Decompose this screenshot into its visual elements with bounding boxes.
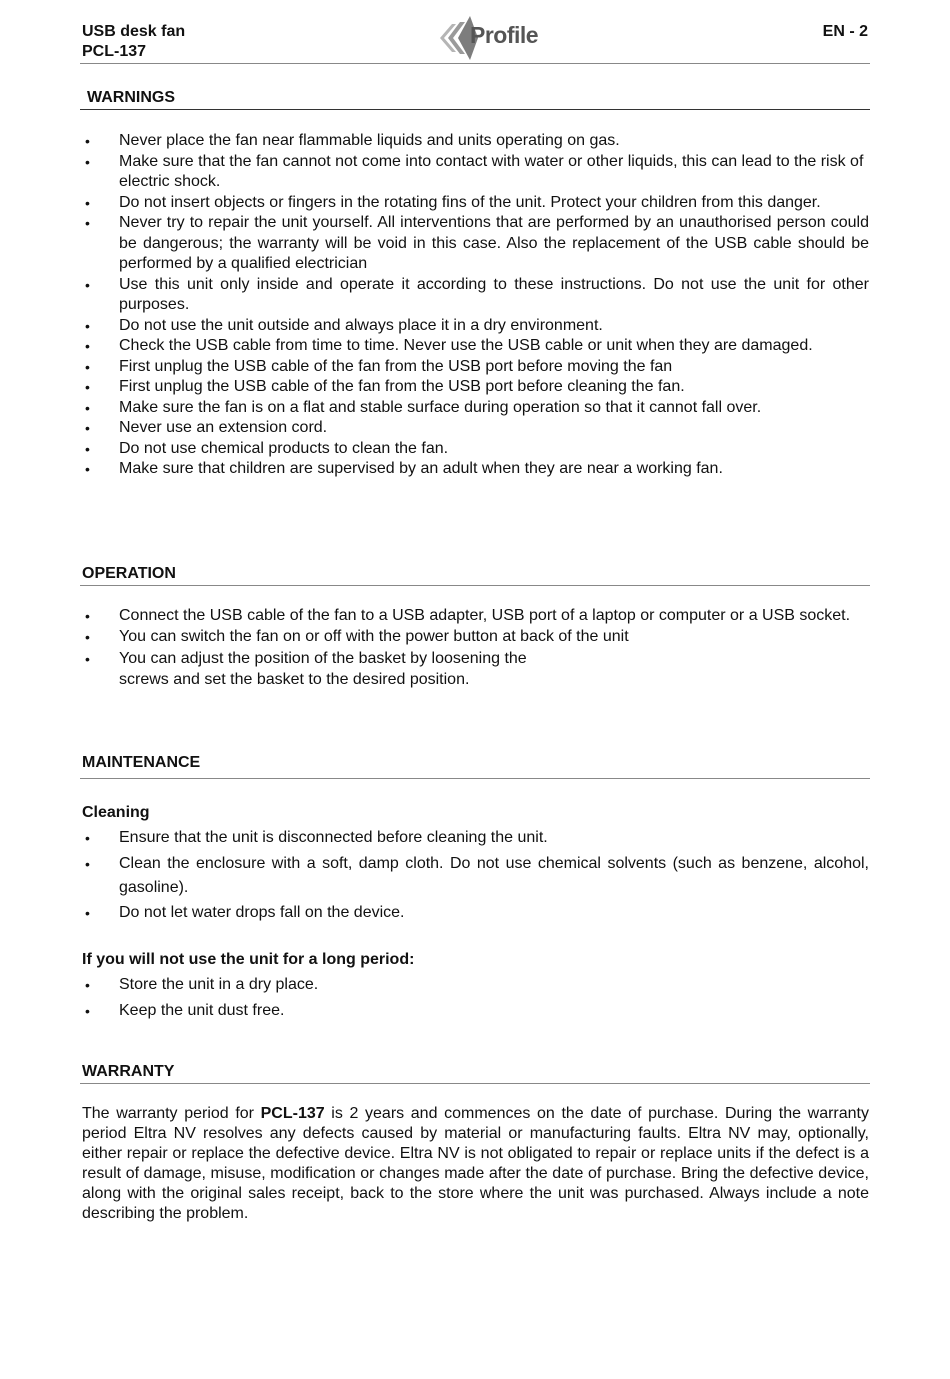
operation-divider xyxy=(80,585,870,586)
storage-item: • Keep the unit dust free. xyxy=(82,999,869,1023)
header-model: PCL-137 xyxy=(82,43,147,60)
warranty-model: PCL-137 xyxy=(260,1105,325,1122)
header-product-name: USB desk fan xyxy=(82,23,186,40)
warning-item: • Do not insert objects or fingers in the rotating fins of the unit. Protect your children from this danger. xyxy=(82,193,869,214)
operation-list xyxy=(82,606,869,690)
warranty-text-start: The warranty period for xyxy=(82,1105,261,1122)
page-number: EN - 2 xyxy=(822,23,868,40)
cleaning-item: • Do not let water drops fall on the device. xyxy=(82,901,869,925)
header-product-block xyxy=(82,22,185,62)
operation-item: • You can switch the fan on or off with the power button at back of the unit xyxy=(82,627,869,648)
storage-item: • Store the unit in a dry place. xyxy=(82,973,869,997)
operation-item: • Connect the USB cable of the fan to a USB adapter, USB port of a laptop or computer or a USB socket. xyxy=(82,606,869,627)
operation-title: OPERATION xyxy=(82,565,176,582)
warning-item: • Do not use the unit outside and always place it in a dry environment. xyxy=(82,316,869,337)
warning-item: • Make sure the fan is on a flat and stable surface during operation so that it cannot fall over. xyxy=(82,398,869,419)
warnings-title: WARNINGS xyxy=(87,89,175,106)
warning-item: • Make sure that the fan cannot not come into contact with water or other liquids, this can lead to the risk of electric shock. xyxy=(82,152,869,193)
warning-item: • Do not use chemical products to clean the fan. xyxy=(82,439,869,460)
warranty-title: WARRANTY xyxy=(82,1063,175,1080)
cleaning-title: Cleaning xyxy=(82,804,150,821)
warning-item: • Make sure that children are supervised by an adult when they are near a working fan. xyxy=(82,459,869,480)
warranty-paragraph xyxy=(82,1104,869,1224)
operation-item-line: You can adjust the position of the basket by loosening the xyxy=(119,650,527,667)
warning-item: • Never use an extension cord. xyxy=(82,418,869,439)
header-divider xyxy=(80,63,870,64)
warning-item: • Check the USB cable from time to time. Never use the USB cable or unit when they are damaged. xyxy=(82,336,869,357)
warnings-list xyxy=(82,131,869,480)
warranty-text-rest: is 2 years and commences on the date of purchase. During the warranty period Eltra NV resolves any defects caused by material or manufacturing faults. Eltra NV may, optionally, either repair or replace the defective device. Eltra NV is not obligated to repair or replace units if the defect is a result of damage, misuse, modification or changes made after the date of purchase. Bring the defective device, along with the original sales receipt, back to the store where the unit was purchased. Always include a note describing the problem. xyxy=(82,1105,869,1222)
warning-item: • Never place the fan near flammable liquids and units operating on gas. xyxy=(82,131,869,152)
cleaning-item: • Ensure that the unit is disconnected before cleaning the unit. xyxy=(82,826,869,850)
operation-item-line: screws and set the basket to the desired position. xyxy=(119,670,470,688)
warning-item: • First unplug the USB cable of the fan from the USB port before cleaning the fan. xyxy=(82,377,869,398)
warnings-divider xyxy=(80,109,870,110)
warranty-divider xyxy=(80,1083,870,1084)
maintenance-title: MAINTENANCE xyxy=(82,754,201,771)
cleaning-item: • Clean the enclosure with a soft, damp cloth. Do not use chemical solvents (such as benzene, alcohol, gasoline). xyxy=(82,852,869,900)
logo-text: Profile xyxy=(470,22,539,48)
cleaning-list xyxy=(82,826,869,927)
operation-item xyxy=(82,649,869,690)
warning-item: • Never try to repair the unit yourself. All interventions that are performed by an unauthorised person could be dangerous; the warranty will be void in this case. Also the replacement of the USB cable should be performed by a qualified electrician xyxy=(82,213,869,275)
warning-item: • First unplug the USB cable of the fan from the USB port before moving the fan xyxy=(82,357,869,378)
maintenance-divider xyxy=(80,778,870,779)
profile-logo xyxy=(426,12,546,64)
warning-item: • Use this unit only inside and operate it according to these instructions. Do not use the unit for other purposes. xyxy=(82,275,869,316)
storage-title: If you will not use the unit for a long period: xyxy=(82,951,415,968)
storage-list xyxy=(82,973,869,1024)
